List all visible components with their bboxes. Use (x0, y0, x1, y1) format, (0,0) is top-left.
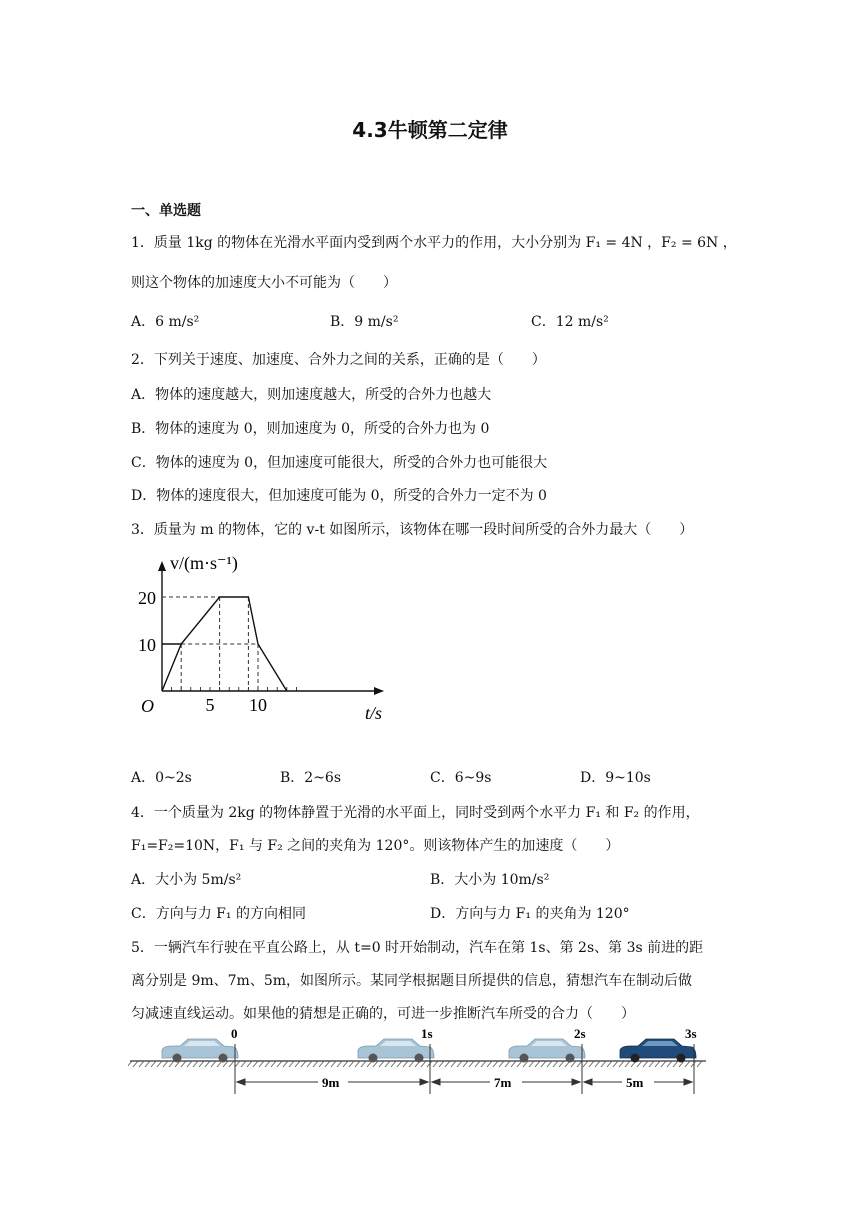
car-icon (620, 1039, 696, 1063)
q5-stem-line1: 5．一辆汽车行驶在平直公路上，从 t=0 时开始制动，汽车在第 1s、第 2s、第 3s 前进的距 (131, 940, 704, 956)
y-axis-label: v/(m·s⁻¹) (170, 553, 238, 573)
time-label: 2s (574, 1026, 586, 1041)
y-axis-arrow (158, 561, 166, 571)
q1-stem-line2: 则这个物体的加速度大小不可能为（ ） (131, 275, 397, 291)
origin-label: O (141, 696, 154, 716)
vt-curve (162, 644, 181, 691)
time-label: 0 (231, 1026, 238, 1041)
time-label: 3s (685, 1026, 697, 1041)
car-icon (162, 1039, 238, 1063)
distance-label: 7m (494, 1075, 512, 1090)
q4-option-d: D．方向与力 F₁ 的夹角为 120° (430, 906, 630, 922)
q4-stem-line2: F₁=F₂=10N，F₁ 与 F₂ 之间的夹角为 120°。则该物体产生的加速度（ ） (131, 838, 620, 854)
q2-option-d: D．物体的速度很大，但加速度可能为 0，所受的合外力一定不为 0 (131, 488, 547, 504)
q3-option-b: B．2~6s (280, 770, 342, 786)
q4-option-b: B．大小为 10m/s² (430, 872, 550, 888)
x-tick-label: 10 (249, 695, 267, 715)
q5-stem-line2: 离分别是 9m、7m、5m，如图所示。某同学根据题目所提供的信息，猜想汽车在制动后做 (131, 973, 692, 989)
q2-stem: 2．下列关于速度、加速度、合外力之间的关系，正确的是（ ） (131, 352, 546, 368)
braking-car-figure (128, 1024, 708, 1096)
q1-option-c: C．12 m/s² (531, 314, 609, 330)
q1-stem-line1: 1．质量 1kg 的物体在光滑水平面内受到两个水平力的作用，大小分别为 F₁ = 4N ，F₂ = 6N ， (131, 235, 737, 251)
q3-stem: 3．质量为 m 的物体，它的 v-t 如图所示，该物体在哪一段时间所受的合外力最大（ ） (131, 522, 694, 538)
page-title: 4.3牛顿第二定律 (352, 118, 508, 142)
distance-label: 9m (322, 1075, 340, 1090)
section-heading: 一、单选题 (131, 203, 201, 219)
car-icon (358, 1039, 434, 1063)
q3-option-d: D．9~10s (580, 770, 651, 786)
vt-graph (120, 545, 400, 725)
y-tick-label: 20 (138, 588, 156, 608)
q4-option-c: C．方向与力 F₁ 的方向相同 (131, 906, 306, 922)
q4-stem-line1: 4．一个质量为 2kg 的物体静置于光滑的水平面上，同时受到两个水平力 F₁ 和 F₂ 的作用， (131, 805, 700, 821)
q2-option-a: A．物体的速度越大，则加速度越大，所受的合外力也越大 (131, 387, 492, 403)
x-tick-label: 5 (205, 695, 215, 715)
q2-option-c: C．物体的速度为 0，但加速度可能很大，所受的合外力也可能很大 (131, 455, 548, 471)
q1-option-a: A．6 m/s² (131, 314, 200, 330)
q5-stem-line3: 匀减速直线运动。如果他的猜想是正确的，可进一步推断汽车所受的合力（ ） (131, 1006, 635, 1022)
q3-option-a: A．0~2s (131, 770, 192, 786)
car-icon (509, 1039, 585, 1063)
y-tick-label: 10 (138, 635, 156, 655)
q1-option-b: B．9 m/s² (330, 314, 399, 330)
q4-option-a: A．大小为 5m/s² (131, 872, 242, 888)
q3-option-c: C．6~9s (430, 770, 492, 786)
time-label: 1s (421, 1026, 433, 1041)
distance-label: 5m (626, 1075, 644, 1090)
x-axis-label: t/s (364, 703, 382, 723)
q2-option-b: B．物体的速度为 0，则加速度为 0，所受的合外力也为 0 (131, 421, 490, 437)
x-axis-arrow (374, 687, 384, 695)
